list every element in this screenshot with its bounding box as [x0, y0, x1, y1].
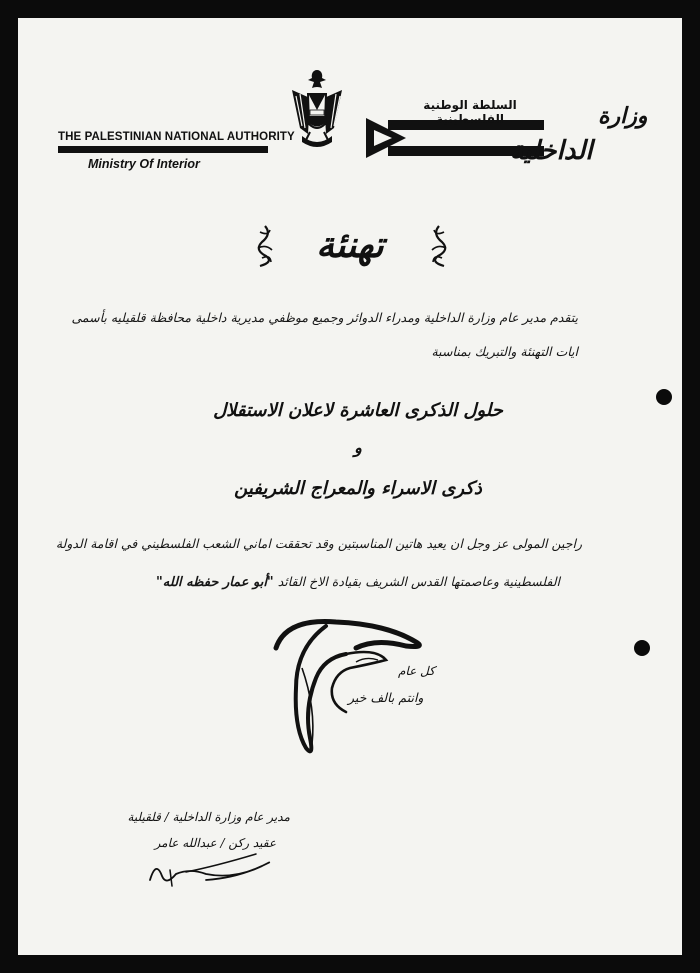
punch-hole-bottom — [634, 640, 650, 656]
english-ministry-title: Ministry Of Interior — [88, 157, 200, 171]
ornament-right-icon — [428, 224, 450, 268]
leader-name: "أبو عمار حفظه الله" — [156, 575, 274, 590]
wish-line-1: كل عام — [398, 664, 435, 678]
signatory-title: مدير عام وزارة الداخلية / قلقيلية — [127, 810, 290, 824]
body-line-4 — [40, 574, 560, 590]
eagle-emblem-icon — [288, 68, 346, 154]
arabic-ministry-line2: الداخلية — [510, 136, 593, 166]
header-bar-left — [58, 146, 268, 153]
punch-hole-top — [656, 389, 672, 405]
arabic-ministry-line1: وزارة — [598, 104, 648, 129]
body-line-1: يتقدم مدير عام وزارة الداخلية ومدراء الدوائر وجميع موظفي مديرية داخلية محافظة قلقيليه بأسمى — [71, 310, 578, 325]
body-line-4-prefix: الفلسطينية وعاصمتها القدس الشريف بقيادة الاخ القائد — [277, 574, 560, 589]
signatory-name: عقيد ركن / عبدالله عامر — [154, 836, 276, 850]
greeting-title: تهنئة — [316, 224, 384, 266]
handwritten-signature-icon — [146, 840, 278, 890]
wish-line-2: وانتم بالف خير — [348, 690, 424, 705]
occasion-heading-1: حلول الذكرى العاشرة لاعلان الاستقلال — [213, 400, 503, 421]
occasion-connector: و — [354, 438, 362, 457]
body-line-2: ايات التهنئة والتبريك بمناسبة — [431, 344, 578, 359]
calligraphy-flourish-icon — [266, 608, 434, 758]
body-line-3: راجين المولى عز وجل ان يعيد هاتين المناسبتين وقد تحققت اماني الشعب الفلسطيني في اقامة الدولة — [55, 536, 582, 551]
document-page — [18, 18, 682, 955]
english-authority-title: THE PALESTINIAN NATIONAL AUTHORITY — [58, 131, 295, 143]
occasion-heading-2: ذكرى الاسراء والمعراج الشريفين — [234, 478, 482, 499]
arabic-authority-title: السلطة الوطنية الفلسطينية — [423, 98, 517, 126]
ornament-left-icon — [254, 224, 276, 268]
